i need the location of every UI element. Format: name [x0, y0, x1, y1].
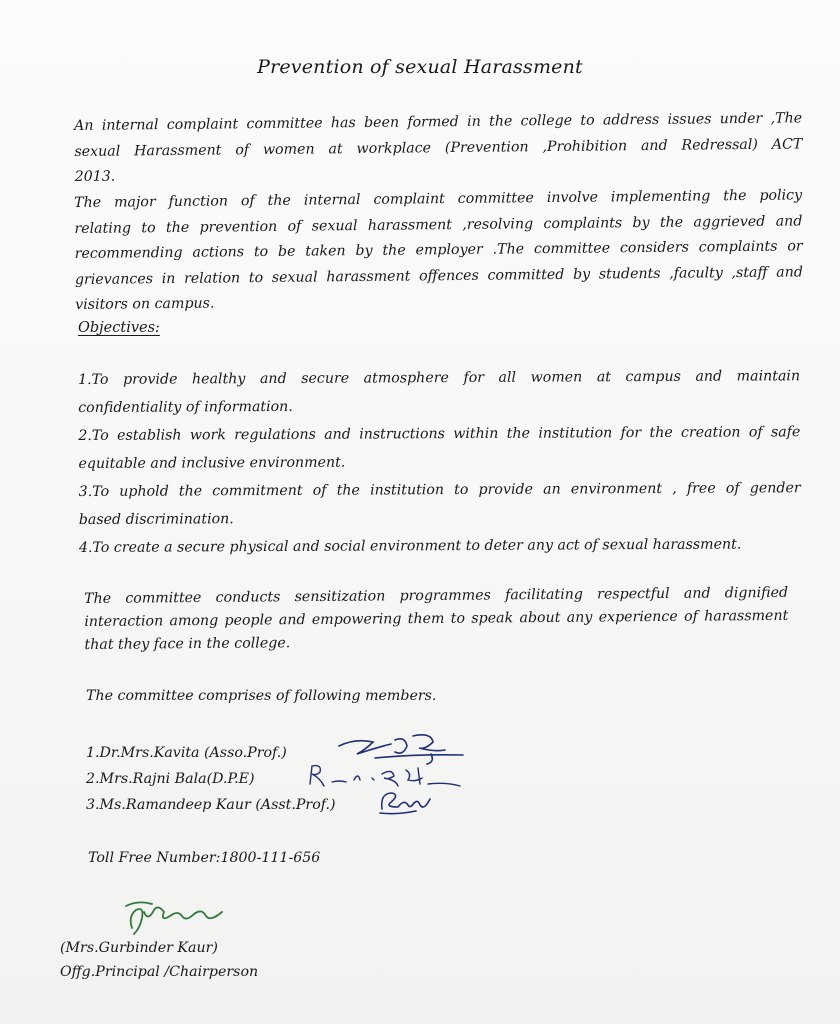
sensitization-line: interaction among people and empowering them to speak about any experience of harassment [84, 607, 789, 630]
objectives-heading: Objectives: [78, 320, 160, 336]
function-line: visitors on campus. [75, 295, 215, 313]
function-line: The major function of the internal complaint committee involve implementing the policy [74, 187, 803, 211]
intro-line: An internal complaint committee has been formed in the college to address issues under ,The [74, 110, 803, 134]
objectives-list [78, 362, 801, 562]
objective-item [78, 362, 800, 422]
objective-line: 2.To establish work regulations and instructions within the institution for the creation of safe [78, 424, 801, 444]
principal-signature [118, 898, 233, 938]
members-intro: The committee comprises of following members. [86, 688, 437, 704]
objective-line: 4.To create a secure physical and social environment to deter any act of sexual harassment. [78, 536, 742, 556]
intro-paragraph [74, 106, 803, 190]
objective-line: confidentiality of information. [78, 398, 293, 416]
principal-title: Offg.Principal /Chairperson [60, 964, 259, 980]
member-item: 1.Dr.Mrs.Kavita (Asso.Prof.) [86, 745, 287, 761]
principal-name: (Mrs.Gurbinder Kaur) [60, 940, 218, 956]
objective-line: 3.To uphold the commitment of the institution to provide an environment , free of gender [78, 480, 801, 500]
member-item: 3.Ms.Ramandeep Kaur (Asst.Prof.) [86, 797, 336, 813]
intro-line: 2013. [74, 168, 116, 185]
function-line: grievances in relation to sexual harassment offences committed by students ,faculty ,staff and [74, 263, 803, 288]
intro-line: sexual Harassment of women at workplace (Prevention ,Prohibition and Redressal) ACT [74, 135, 803, 160]
principal-block [60, 936, 258, 984]
document-title: Prevention of sexual Harassment [257, 56, 583, 78]
objective-item [78, 418, 800, 478]
member-signature-3 [376, 785, 436, 819]
objective-line: equitable and inclusive environment. [78, 454, 346, 472]
members-list [86, 740, 336, 818]
sensitization-line: that they face in the college. [84, 635, 291, 653]
member-item: 2.Mrs.Rajni Bala(D.P.E) [86, 771, 255, 787]
sensitization-paragraph [84, 582, 789, 657]
function-line: relating to the prevention of sexual harassment ,resolving complaints by the aggrieved and [74, 212, 803, 237]
sensitization-line: The committee conducts sensitization programmes facilitating respectful and dignified [84, 584, 789, 607]
function-line: recommending actions to be taken by the employer .The committee considers complaints or [74, 238, 803, 262]
toll-free-number: Toll Free Number:1800-111-656 [88, 850, 321, 866]
objective-line: 1.To provide healthy and secure atmosphere for all women at campus and maintain [78, 368, 801, 388]
objective-item [79, 474, 801, 534]
objective-item [79, 530, 801, 562]
function-paragraph [74, 183, 803, 318]
objective-line: based discrimination. [78, 511, 234, 528]
